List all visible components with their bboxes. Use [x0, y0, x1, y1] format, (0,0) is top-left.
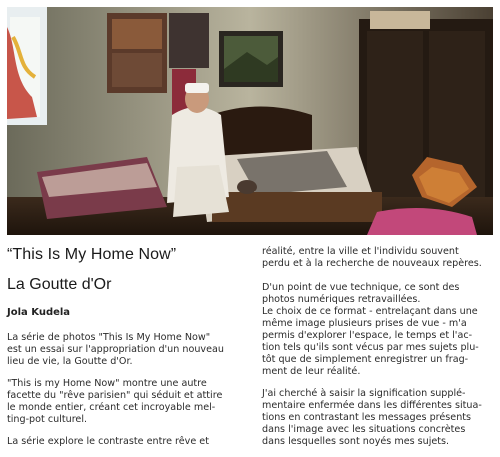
place-title: La Goutte d'Or: [7, 276, 112, 293]
text-line: tion tels qu'ils sont vécus par mes sujets plu-: [262, 342, 479, 353]
right-paragraph-3: [262, 388, 482, 448]
author-name: Jola Kudela: [7, 307, 71, 318]
text-line: facette du "rêve parisien" qui séduit et attire: [7, 390, 223, 401]
text-line: photos numériques retravaillées.: [262, 294, 421, 305]
text-line: La série de photos "This Is My Home Now": [7, 332, 211, 343]
text-line: "This is my Home Now" montre une autre: [7, 378, 207, 389]
text-line: La série explore le contraste entre rêve et: [7, 436, 209, 447]
text-line: est un essai sur l'appropriation d'un nouveau: [7, 344, 224, 355]
text-line: Le choix de ce format - entrelaçant dans une: [262, 306, 478, 317]
text-line: dans lesquelles sont noyés mes sujets.: [262, 436, 450, 447]
text-line: D'un point de vue technique, ce sont des: [262, 282, 460, 293]
left-paragraph-3: [7, 436, 209, 448]
text-line: ment de leur réalité.: [262, 366, 361, 377]
text-line: même image plusieurs prises de vue - m'a: [262, 318, 467, 329]
right-paragraph-1: [262, 246, 482, 270]
text-line: permis d'explorer l'espace, le temps et l'ac-: [262, 330, 473, 341]
left-paragraph-2: [7, 378, 222, 426]
text-line: mentaire enfermée dans les différentes situa-: [262, 400, 482, 411]
series-title: “This Is My Home Now”: [7, 246, 177, 263]
right-paragraph-2: [262, 282, 479, 378]
text-line: perdu et à la recherche de nouveaux repères.: [262, 258, 482, 269]
text-line: tôt que de simplement enregistrer un frag-: [262, 354, 469, 365]
room-photograph: [7, 7, 493, 235]
text-line: ting-pot culturel.: [7, 414, 88, 425]
text-line: tions en contrastant les messages présents: [262, 412, 472, 423]
text-line: le monde entier, créant cet incroyable mel-: [7, 402, 216, 413]
text-line: réalité, entre la ville et l'individu souvent: [262, 246, 459, 257]
text-line: dans l'image avec les situations concrètes: [262, 424, 466, 435]
left-paragraph-1: [7, 332, 224, 368]
text-line: J'ai cherché à saisir la signification supplé-: [262, 388, 466, 399]
text-line: lieu de vie, la Goutte d'Or.: [7, 356, 133, 367]
